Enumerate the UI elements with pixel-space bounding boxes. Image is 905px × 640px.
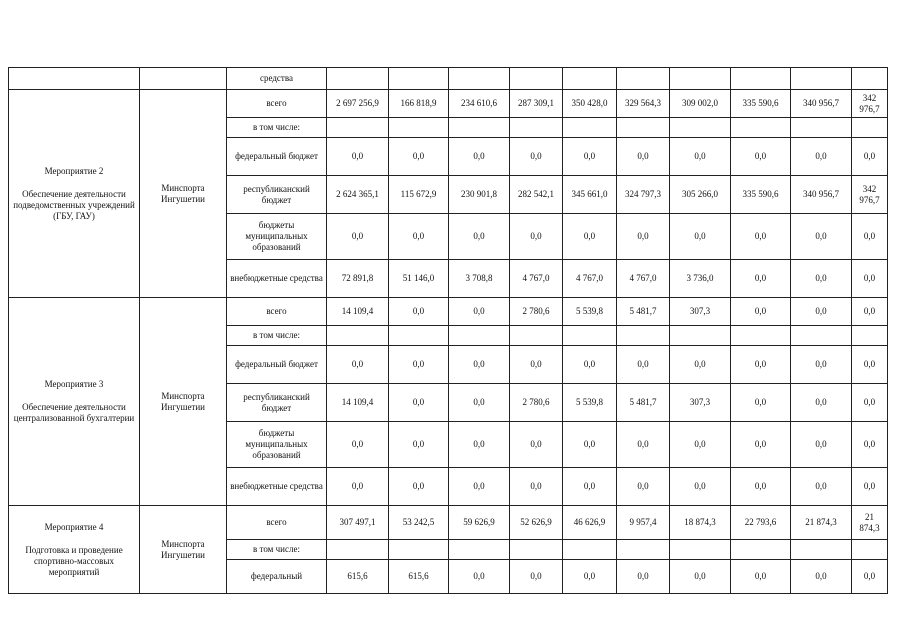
value-cell xyxy=(510,68,563,90)
value-cell xyxy=(389,326,449,346)
value-cell: 0,0 xyxy=(852,422,888,468)
value-cell: 0,0 xyxy=(510,346,563,384)
responsible-cell xyxy=(140,68,227,90)
value-cell: 0,0 xyxy=(731,260,791,298)
value-cell: 2 780,6 xyxy=(510,384,563,422)
value-cell: 335 590,6 xyxy=(731,90,791,118)
value-cell: 0,0 xyxy=(731,468,791,506)
value-cell xyxy=(510,326,563,346)
value-cell: 0,0 xyxy=(731,298,791,326)
measure-description: Подготовка и проведение спортивно-массовых мероприятий xyxy=(25,544,123,577)
funding-source-cell: республиканский бюджет xyxy=(227,384,327,422)
value-cell: 0,0 xyxy=(449,468,510,506)
measure-cell xyxy=(9,506,140,594)
funding-source-cell: в том числе: xyxy=(227,326,327,346)
value-cell: 0,0 xyxy=(617,560,670,594)
value-cell: 234 610,6 xyxy=(449,90,510,118)
value-cell: 9 957,4 xyxy=(617,506,670,540)
value-cell: 0,0 xyxy=(852,138,888,176)
value-cell: 0,0 xyxy=(731,214,791,260)
value-cell xyxy=(852,68,888,90)
value-cell: 615,6 xyxy=(389,560,449,594)
value-cell xyxy=(731,118,791,138)
value-cell: 0,0 xyxy=(449,138,510,176)
value-cell xyxy=(670,118,731,138)
value-cell: 340 956,7 xyxy=(791,90,852,118)
value-cell xyxy=(563,326,617,346)
value-cell: 0,0 xyxy=(563,560,617,594)
value-cell xyxy=(670,68,731,90)
value-cell: 2 697 256,9 xyxy=(327,90,389,118)
value-cell: 615,6 xyxy=(327,560,389,594)
value-cell: 282 542,1 xyxy=(510,176,563,214)
value-cell xyxy=(449,118,510,138)
value-cell: 3 708,8 xyxy=(449,260,510,298)
funding-source-cell: федеральный бюджет xyxy=(227,346,327,384)
value-cell xyxy=(510,540,563,560)
table-row xyxy=(9,298,888,326)
value-cell xyxy=(449,540,510,560)
value-cell: 0,0 xyxy=(852,346,888,384)
value-cell: 0,0 xyxy=(449,560,510,594)
value-cell: 0,0 xyxy=(327,346,389,384)
value-cell: 0,0 xyxy=(670,468,731,506)
value-cell: 72 891,8 xyxy=(327,260,389,298)
value-cell: 329 564,3 xyxy=(617,90,670,118)
value-cell: 0,0 xyxy=(389,384,449,422)
value-cell: 0,0 xyxy=(852,560,888,594)
value-cell: 0,0 xyxy=(563,214,617,260)
value-cell xyxy=(449,326,510,346)
funding-source-cell: всего xyxy=(227,90,327,118)
value-cell: 4 767,0 xyxy=(617,260,670,298)
funding-source-cell: всего xyxy=(227,506,327,540)
value-cell xyxy=(852,540,888,560)
value-cell: 0,0 xyxy=(563,138,617,176)
responsible-cell: Минспорта Ингушетии xyxy=(140,506,227,594)
table-row xyxy=(9,90,888,118)
value-cell: 0,0 xyxy=(791,138,852,176)
value-cell: 0,0 xyxy=(617,468,670,506)
value-cell: 0,0 xyxy=(510,214,563,260)
value-cell: 0,0 xyxy=(389,468,449,506)
value-cell: 0,0 xyxy=(617,346,670,384)
value-cell: 4 767,0 xyxy=(563,260,617,298)
value-cell xyxy=(791,326,852,346)
value-cell: 350 428,0 xyxy=(563,90,617,118)
value-cell xyxy=(791,68,852,90)
value-cell: 2 624 365,1 xyxy=(327,176,389,214)
measure-title: Мероприятие 3 xyxy=(44,379,104,389)
measure-cell xyxy=(9,90,140,298)
value-cell xyxy=(327,118,389,138)
value-cell: 342 976,7 xyxy=(852,90,888,118)
value-cell: 3 736,0 xyxy=(670,260,731,298)
value-cell: 51 146,0 xyxy=(389,260,449,298)
value-cell: 0,0 xyxy=(731,346,791,384)
value-cell: 0,0 xyxy=(327,138,389,176)
value-cell xyxy=(389,540,449,560)
value-cell: 307,3 xyxy=(670,384,731,422)
value-cell: 53 242,5 xyxy=(389,506,449,540)
value-cell: 0,0 xyxy=(389,298,449,326)
value-cell: 335 590,6 xyxy=(731,176,791,214)
value-cell: 0,0 xyxy=(791,298,852,326)
value-cell xyxy=(731,326,791,346)
value-cell: 0,0 xyxy=(449,214,510,260)
value-cell xyxy=(510,118,563,138)
value-cell: 0,0 xyxy=(791,260,852,298)
value-cell: 115 672,9 xyxy=(389,176,449,214)
value-cell: 0,0 xyxy=(449,384,510,422)
responsible-cell: Минспорта Ингушетии xyxy=(140,90,227,298)
value-cell: 0,0 xyxy=(852,214,888,260)
value-cell xyxy=(389,118,449,138)
budget-table xyxy=(8,67,888,594)
measure-title: Мероприятие 2 xyxy=(44,165,104,176)
funding-source-cell: внебюджетные средства xyxy=(227,260,327,298)
value-cell: 0,0 xyxy=(791,422,852,468)
value-cell xyxy=(327,326,389,346)
responsible-cell: Минспорта Ингушетии xyxy=(140,298,227,506)
value-cell xyxy=(791,118,852,138)
value-cell: 0,0 xyxy=(510,468,563,506)
value-cell: 14 109,4 xyxy=(327,384,389,422)
measure-cell xyxy=(9,68,140,90)
measure-title: Мероприятие 4 xyxy=(44,521,104,532)
value-cell: 0,0 xyxy=(327,214,389,260)
funding-source-cell: республиканский бюджет xyxy=(227,176,327,214)
value-cell: 0,0 xyxy=(563,422,617,468)
value-cell: 0,0 xyxy=(670,138,731,176)
value-cell xyxy=(563,540,617,560)
value-cell: 59 626,9 xyxy=(449,506,510,540)
value-cell: 21 874,3 xyxy=(852,506,888,540)
value-cell: 0,0 xyxy=(510,560,563,594)
value-cell: 342 976,7 xyxy=(852,176,888,214)
value-cell: 287 309,1 xyxy=(510,90,563,118)
value-cell: 0,0 xyxy=(670,422,731,468)
value-cell xyxy=(449,68,510,90)
funding-source-cell: средства xyxy=(227,68,327,90)
table-body xyxy=(9,68,888,594)
value-cell: 345 661,0 xyxy=(563,176,617,214)
value-cell: 0,0 xyxy=(852,384,888,422)
value-cell: 0,0 xyxy=(389,422,449,468)
table-row xyxy=(9,68,888,90)
funding-source-cell: бюджеты муниципальных образований xyxy=(227,214,327,260)
value-cell xyxy=(670,540,731,560)
value-cell: 0,0 xyxy=(389,214,449,260)
value-cell: 230 901,8 xyxy=(449,176,510,214)
measure-description: Обеспечение деятельности централизованной бухгалтерии xyxy=(13,402,135,423)
value-cell: 0,0 xyxy=(389,138,449,176)
value-cell: 0,0 xyxy=(617,214,670,260)
value-cell: 22 793,6 xyxy=(731,506,791,540)
value-cell: 0,0 xyxy=(731,138,791,176)
value-cell: 305 266,0 xyxy=(670,176,731,214)
value-cell: 0,0 xyxy=(791,384,852,422)
value-cell xyxy=(563,118,617,138)
value-cell xyxy=(670,326,731,346)
value-cell xyxy=(852,118,888,138)
value-cell: 0,0 xyxy=(617,422,670,468)
value-cell: 0,0 xyxy=(617,138,670,176)
value-cell xyxy=(327,540,389,560)
value-cell: 5 481,7 xyxy=(617,298,670,326)
value-cell: 0,0 xyxy=(327,422,389,468)
funding-source-cell: бюджеты муниципальных образований xyxy=(227,422,327,468)
value-cell: 0,0 xyxy=(731,422,791,468)
value-cell: 14 109,4 xyxy=(327,298,389,326)
value-cell: 0,0 xyxy=(731,384,791,422)
funding-source-cell: в том числе: xyxy=(227,118,327,138)
value-cell: 46 626,9 xyxy=(563,506,617,540)
value-cell xyxy=(617,118,670,138)
value-cell: 0,0 xyxy=(510,422,563,468)
value-cell: 52 626,9 xyxy=(510,506,563,540)
value-cell: 0,0 xyxy=(791,214,852,260)
funding-source-cell: внебюджетные средства xyxy=(227,468,327,506)
value-cell: 309 002,0 xyxy=(670,90,731,118)
value-cell: 0,0 xyxy=(852,260,888,298)
value-cell: 21 874,3 xyxy=(791,506,852,540)
value-cell: 307,3 xyxy=(670,298,731,326)
value-cell xyxy=(617,326,670,346)
value-cell: 0,0 xyxy=(670,214,731,260)
value-cell: 4 767,0 xyxy=(510,260,563,298)
value-cell: 2 780,6 xyxy=(510,298,563,326)
value-cell: 0,0 xyxy=(563,346,617,384)
value-cell: 307 497,1 xyxy=(327,506,389,540)
value-cell: 0,0 xyxy=(670,560,731,594)
value-cell: 0,0 xyxy=(731,560,791,594)
value-cell xyxy=(617,68,670,90)
funding-source-cell: в том числе: xyxy=(227,540,327,560)
value-cell: 0,0 xyxy=(563,468,617,506)
value-cell xyxy=(327,68,389,90)
table-row xyxy=(9,506,888,540)
value-cell xyxy=(389,68,449,90)
value-cell: 0,0 xyxy=(449,298,510,326)
value-cell: 0,0 xyxy=(670,346,731,384)
value-cell xyxy=(617,540,670,560)
value-cell: 18 874,3 xyxy=(670,506,731,540)
value-cell: 0,0 xyxy=(791,560,852,594)
value-cell: 324 797,3 xyxy=(617,176,670,214)
funding-source-cell: всего xyxy=(227,298,327,326)
value-cell xyxy=(731,540,791,560)
value-cell: 5 481,7 xyxy=(617,384,670,422)
value-cell xyxy=(563,68,617,90)
value-cell: 0,0 xyxy=(327,468,389,506)
value-cell xyxy=(791,540,852,560)
value-cell: 166 818,9 xyxy=(389,90,449,118)
funding-source-cell: федеральный бюджет xyxy=(227,138,327,176)
value-cell: 0,0 xyxy=(449,422,510,468)
value-cell: 340 956,7 xyxy=(791,176,852,214)
measure-description: Обеспечение деятельности подведомственных учреждений (ГБУ, ГАУ) xyxy=(13,188,135,221)
value-cell: 5 539,8 xyxy=(563,298,617,326)
value-cell: 0,0 xyxy=(791,346,852,384)
value-cell: 0,0 xyxy=(852,298,888,326)
value-cell: 0,0 xyxy=(510,138,563,176)
measure-cell xyxy=(9,298,140,506)
value-cell xyxy=(852,326,888,346)
value-cell xyxy=(731,68,791,90)
value-cell: 0,0 xyxy=(449,346,510,384)
value-cell: 0,0 xyxy=(389,346,449,384)
value-cell: 0,0 xyxy=(791,468,852,506)
value-cell: 5 539,8 xyxy=(563,384,617,422)
funding-source-cell: федеральный xyxy=(227,560,327,594)
value-cell: 0,0 xyxy=(852,468,888,506)
